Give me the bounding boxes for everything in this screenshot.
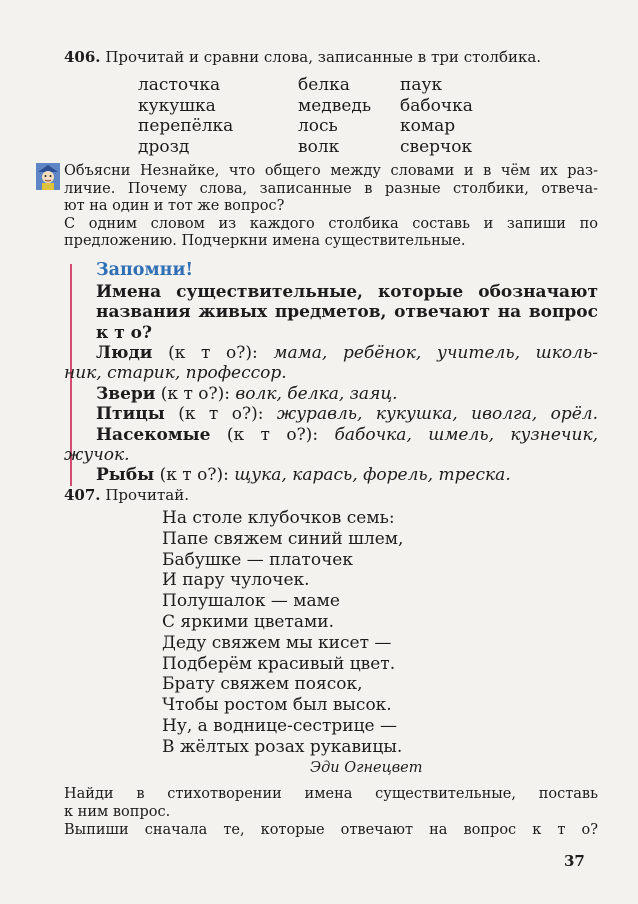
rule-line: к т о? [96,322,152,343]
neznaika-character-icon [36,163,60,190]
example-term: Насекомые [96,424,211,445]
poem-line: Полушалок — маме [162,591,340,612]
rule-examples [64,343,598,486]
word-column-3 [400,75,473,157]
task-line: к ним вопрос. [64,803,171,820]
word: комар [400,116,456,136]
poem-line: И пару чулочек. [162,570,310,591]
rule-line: Имена существительные, которые обозначают [96,282,598,302]
poem [162,508,403,758]
word: дрозд [138,136,190,157]
rule-statement [96,282,598,343]
poem-line: Ну, а воднице-сестрице — [162,715,397,736]
example-term: Люди [96,343,153,363]
poem-author: Эди Огнецвет [310,760,423,776]
example-birds [96,404,598,424]
word: паук [400,75,443,95]
task-line: Объясни Незнайке, что общего между словами и в чём их раз- [64,163,598,179]
example-question: (к т о?): [210,424,335,445]
rule-line: названия живых предметов, отвечают на вопрос [96,302,598,323]
task-line: С одним словом из каждого столбика составь и запиши по [64,215,598,232]
example-question: (к т о?): [164,404,277,425]
example-people-cont [64,363,598,383]
poem-line: Папе свяжем синий шлем, [162,528,404,549]
example-animals [96,384,598,404]
poem-line: С яркими цветами. [162,611,334,632]
example-question: (к т о?): [155,383,236,404]
poem-line: Деду свяжем мы кисет — [162,632,392,653]
example-words: волк, белка, заяц. [235,383,398,404]
word: бабочка [400,95,473,116]
exercise-406-instruction: Прочитай и сравни слова, записанные в три столбика. [105,48,542,66]
remember-heading: Запомни! [96,260,194,280]
task-line: Выпиши сначала те, которые отвечают на вопрос к т о? [64,821,598,838]
exercise-407-task [64,786,598,839]
word: кукушка [138,95,216,116]
exercise-407-header [64,486,598,505]
task-line: предложению. Подчеркни имена существительные. [64,233,466,250]
example-insects-cont [64,445,598,465]
exercise-407-instruction: Прочитай. [105,486,189,504]
example-term: Звери [96,383,156,404]
example-words: журавль, кукушка, иволга, орёл. [276,404,598,425]
page-number: 37 [564,852,585,870]
exercise-406-number: 406. [64,48,101,66]
task-line: личие. Почему слова, записанные в разные столбики, отвеча- [64,180,598,197]
word-column-2 [298,75,371,157]
example-words: бабочка, шмель, кузнечик, [334,424,598,445]
word-column-1 [138,75,233,157]
poem-line: На столе клубочков семь: [162,508,395,528]
example-fish [96,465,598,485]
word: лось [298,116,338,136]
example-question: (к т о?): [154,465,235,486]
example-term: Рыбы [96,465,155,486]
word: волк [298,136,340,157]
word: сверчок [400,136,473,157]
example-question: (к т о?): [152,343,274,363]
poem-line: Чтобы ростом был высок. [162,695,392,716]
poem-line: Брату свяжем поясок, [162,674,363,695]
exercise-406-task [64,163,598,251]
example-words: мама, ребёнок, учитель, школь- [273,343,598,363]
exercise-407-number: 407. [64,486,101,504]
task-line: ют на один и тот же вопрос? [64,198,285,215]
example-words: жучок. [64,444,130,465]
word: медведь [298,95,372,116]
word: перепёлка [138,116,234,136]
example-words: ник, старик, профессор. [64,363,287,384]
example-term: Птицы [96,404,165,425]
poem-line: Бабушке — платочек [162,549,353,570]
example-words: щука, карась, форель, треска. [234,465,511,486]
word: ласточка [138,75,221,95]
poem-line: Подберём красивый цвет. [162,653,396,674]
exercise-406-header [64,48,598,67]
task-line: Найди в стихотворении имена существительные, поставь [64,786,598,802]
poem-line: В жёлтых розах рукавицы. [162,736,403,757]
word: белка [298,75,350,95]
example-insects [96,425,598,445]
example-people [96,343,598,363]
